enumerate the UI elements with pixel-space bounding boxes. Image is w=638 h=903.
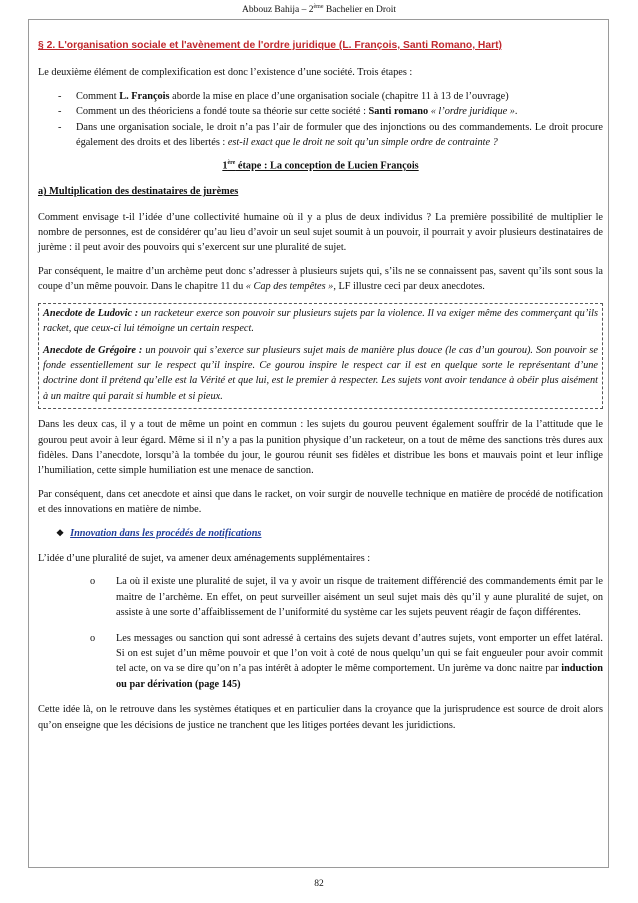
list-item: - Dans une organisation sociale, le droit n’a pas l’air de formuler que des injonctions ou des commandements. Le droit procure également des droits et des libertés : est-il exact que le droit ne soit qu’un simple ordre de contrainte ? <box>58 121 603 149</box>
body-paragraph: Par conséquent, le maitre d’un archème peut donc s’adresser à plusieurs sujets qui, s’ils ne se connaissent pas, savent qu’ils sont sous la coupe d’un même pouvoir. Dans le chapitre 11 du « Cap des tempêtes », LF illustre ceci par deux anecdotes. <box>38 265 603 293</box>
intro-paragraph: Le deuxième élément de complexification est donc l’existence d’une société. Trois étapes : <box>38 67 413 79</box>
steps-list <box>38 89 603 151</box>
subsection-heading: a) Multiplication des destinataires de jurèmes <box>38 186 239 198</box>
body-paragraph: L’idée d’une pluralité de sujet, va amener deux aménagements supplémentaires : <box>38 552 371 564</box>
stage-heading: 1ère étape : La conception de Lucien François <box>222 160 419 172</box>
diamond-bullet-icon: ❖ <box>56 527 65 538</box>
page-content <box>38 30 603 741</box>
list-item: o Les messages ou sanction qui sont adressé à certains des sujets devant d’autres sujets, vont emporter un effet latéral. Si on est sujet d’un même pouvoir et que l’on voit à coté de nous quelqu’un qui se fait engueuler pour avoir commit tel acte, on va se dire qu’on n’a pas intérêt à adopter le même comportement. Un jurème va donc naitre par induction ou par dérivation (page 145) <box>90 632 603 690</box>
anecdote-gregoire: Anecdote de Grégoire : un pouvoir qui s’exerce sur plusieurs sujet mais de manière plus douce (le cas d’un gourou). Son pouvoir se fonde essentiellement sur le respect qu’il inspire. Ce gourou inspire le respect car il est en quelque sorte le représentant d’une doctrine dont il prétend qu’elle est la Vérité et que lui, est le premier à respecter. Les sujets vont avoir tendance à obéir plus aisément à un maitre qui parait si humble et si pieux. <box>43 344 598 402</box>
list-item: o La où il existe une pluralité de sujet, il va y avoir un risque de traitement différencié des commandements émit par le maitre de l’archème. En effet, on peut surveiller aisément un seul sujet mais dès qu’il y aune pluralité de sujet, on assiste à une sorte d’affaiblissement de l’uniformité du système car les sujets peuvent réagir de façon différentes. <box>90 576 603 619</box>
anecdote-ludovic: Anecdote de Ludovic : un racketeur exerce son pouvoir sur plusieurs sujets par la violence. Il va exiger même des commerçant qu’ils racket, que ceux-ci lui témoigne un certain respect. <box>43 307 598 335</box>
section-title: § 2. L'organisation sociale et l'avènement de l'ordre juridique (L. François, Santi Romano, Hart) <box>38 40 502 51</box>
page-number: 82 <box>314 879 324 889</box>
anecdotes-box <box>38 303 603 409</box>
body-paragraph: Par conséquent, dans cet anecdote et ainsi que dans le racket, on voir surgir de nouvelle technique en matière de procédé de notification et des innovations en matière de nimbe. <box>38 488 603 516</box>
body-paragraph: Comment envisage t-il l’idée d’une collectivité humaine où il y a plus de deux individus ? La première possibilité de multiplier le nombre de personnes, est de considérer qu’au lieu d’avoir un seul sujet soumit à un pouvoir, il pourrait y avoir plusieurs destinataires de jurème : il peut avoir des pouvoirs qui s’exercent sur une pluralité de sujet. <box>38 211 603 254</box>
arrangements-list <box>38 574 603 692</box>
innovation-heading: ❖ Innovation dans les procédés de notifications <box>56 527 262 539</box>
body-paragraph: Dans les deux cas, il y a tout de même un point en commun : les sujets du gourou peuvent également souffrir de la l’attitude que le gourou peut avoir à leur égard. Même si il n’y a pas la punition physique d’un racketeur, on a tout de même des sanctions très dures aux fidèles. Dans l’anecdote, lorsqu’à la tombée du jour, le gourou réunit ses fidèles et distribue les bons et mauvais point et leur inflige l’humiliation, cette simple humiliation est une menace de sanction. <box>38 419 603 477</box>
list-item: - Comment L. François aborde la mise en place d’une organisation sociale (chapitre 11 à 13 de l’ouvrage) <box>58 90 509 102</box>
list-item: - Comment un des théoriciens a fondé toute sa théorie sur cette société : Santi romano « l’ordre juridique ». <box>58 106 518 118</box>
body-paragraph: Cette idée là, on le retrouve dans les systèmes étatiques et en particulier dans la croyance que la jurisprudence est source de droit alors qu’on enseigne que les décisions de justice ne tranchent que les litiges portées devant les juridictions. <box>38 704 603 731</box>
page-header: Abbouz Bahija – 2ème Bachelier en Droit <box>241 4 397 16</box>
